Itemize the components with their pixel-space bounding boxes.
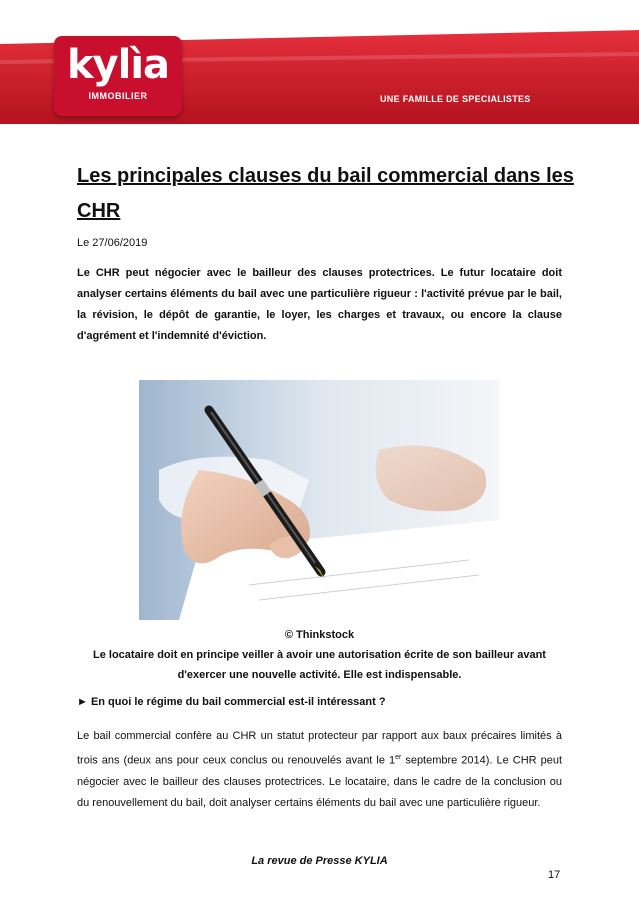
article-photo <box>139 380 499 620</box>
body-text-part2: septembre 2014). Le CHR peut négocier avec le bailleur des clauses protectrices. Le locataire, dans le cadre de la conclusion ou du renouvellement du bail, doit analyser certains éléments du bail avec une particulière rigueur. <box>77 754 563 809</box>
photo-credit: © Thinkstock <box>284 629 355 641</box>
section-heading: ► En quoi le régime du bail commercial est-il intéressant ? <box>77 696 386 708</box>
writing-hand-illustration <box>139 380 499 620</box>
kylia-logo <box>54 36 182 116</box>
page-header <box>0 0 639 130</box>
header-tagline: UNE FAMILLE DE SPECIALISTES <box>380 94 531 104</box>
body-text-part1: Le bail commercial confère au CHR un statut protecteur par rapport aux baux précaires limités à trois ans (deux ans pour ceux conclus ou renouvelés avant le 1 <box>77 730 562 767</box>
footer-publication: La revue de Presse KYLIA <box>251 855 388 867</box>
ordinal-superscript: er <box>395 754 402 761</box>
logo-subtitle: IMMOBILIER <box>88 91 148 101</box>
article-lead: Le CHR peut négocier avec le bailleur des clauses protectrices. Le futur locataire doit analyser certains éléments du bail avec une particulière rigueur : l'activité prévue par le bail, la révision, le dépôt de garantie, le loyer, les charges et travaux, ou encore la clause d'agrément et l'indemnité d'éviction. <box>77 267 562 342</box>
logo-wordmark: kylìa <box>66 42 170 88</box>
body-paragraph <box>77 726 562 814</box>
article-title: Les principales clauses du bail commercial dans les CHR <box>77 165 574 222</box>
article-date: Le 27/06/2019 <box>77 237 148 249</box>
photo-caption: Le locataire doit en principe veiller à avoir une autorisation écrite de son bailleur avant d'exercer une nouvelle activité. Elle est indispensable. <box>93 649 546 681</box>
page-number: 17 <box>548 869 561 881</box>
